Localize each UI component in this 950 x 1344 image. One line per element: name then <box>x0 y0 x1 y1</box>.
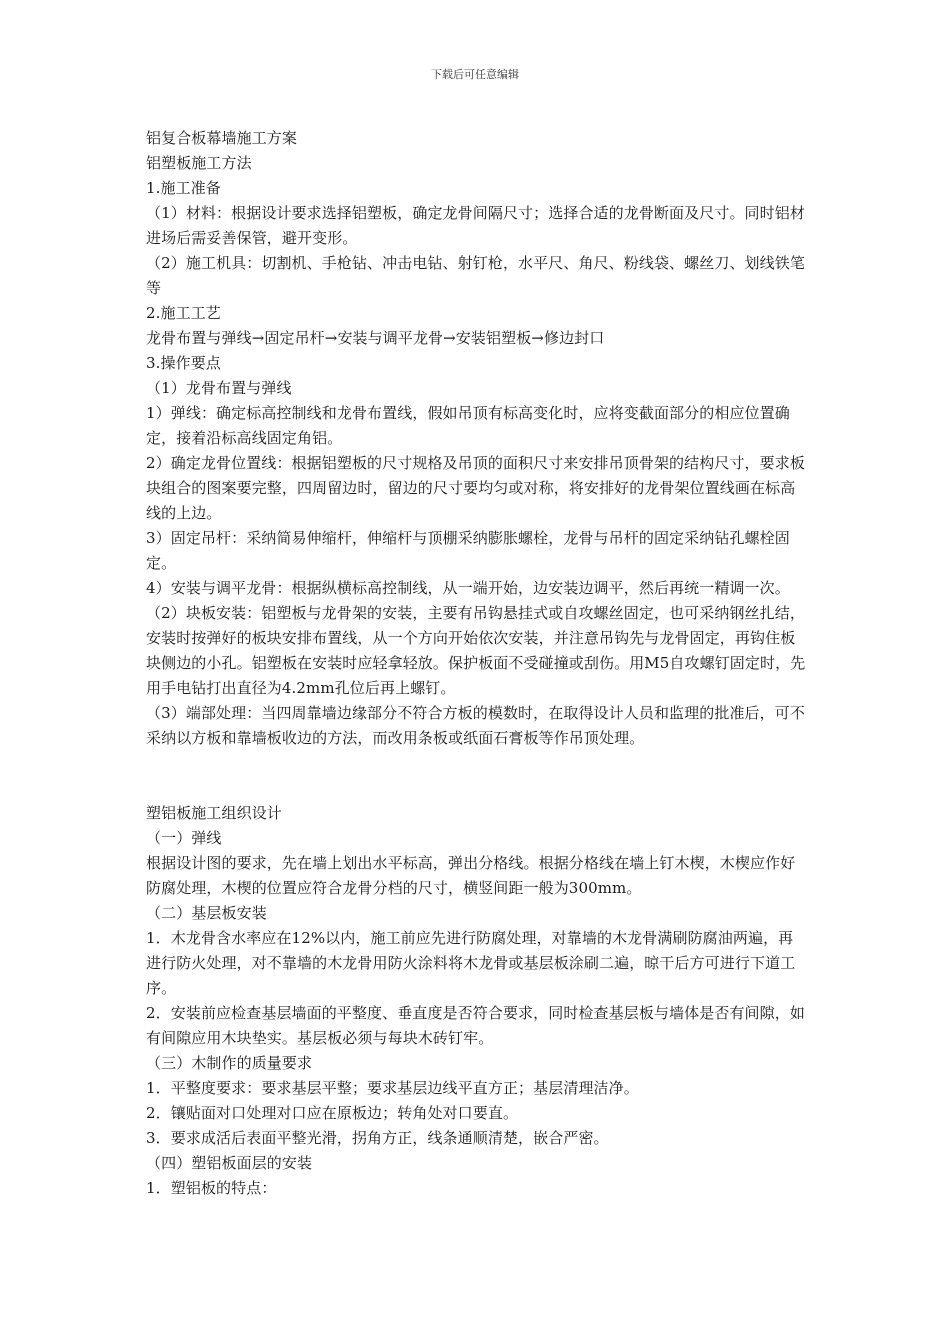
paragraph: 1．塑铝板的特点： <box>146 1179 277 1197</box>
document-body <box>146 126 806 1201</box>
paragraph: （1）材料：根据设计要求选择铝塑板，确定龙骨间隔尺寸；选择合适的龙骨断面及尺寸。同时铝材进场后需妥善保管，避开变形。 <box>146 204 805 247</box>
page-header: 下载后可任意编辑 <box>431 68 519 81</box>
paragraph: 1．平整度要求：要求基层平整；要求基层边线平直方正；基层清理洁净。 <box>146 1079 639 1097</box>
paragraph: 3）固定吊杆：采纳简易伸缩杆，伸缩杆与顶棚采纳膨胀螺栓，龙骨与吊杆的固定采纳钻孔螺栓固定。 <box>146 529 790 572</box>
paragraph: 4）安装与调平龙骨：根据纵横标高控制线，从一端开始，边安装边调平，然后再统一精调一次。 <box>146 579 790 597</box>
paragraph: 2．安装前应检查基层墙面的平整度、垂直度是否符合要求，同时检查基层板与墙体是否有间隙，如有间隙应用木块垫实。基层板必须与每块木砖钉牢。 <box>146 1004 805 1047</box>
paragraph: 1）弹线：确定标高控制线和龙骨布置线，假如吊顶有标高变化时，应将变截面部分的相应位置确定，接着沿标高线固定角铝。 <box>146 404 790 447</box>
heading-process: 2.施工工艺 <box>146 304 221 322</box>
paragraph: （2）块板安装：铝塑板与龙骨架的安装，主要有吊钩悬挂式或自攻螺丝固定，也可采纳钢丝扎结，安装时按弹好的板块安排布置线，从一个方向开始依次安装，并注意吊钩先与龙骨固定，再钩住板块侧边的小孔。铝塑板在安装时应轻拿轻放。保护板面不受碰撞或刮伤。用M5自攻螺钉固定时，先用手电钻打出直径为4.2mm孔位后再上螺钉。 <box>146 604 806 697</box>
heading-key-points: 3.操作要点 <box>146 354 221 372</box>
paragraph: （四）塑铝板面层的安装 <box>146 1154 313 1172</box>
section-title: 塑铝板施工组织设计 <box>146 804 282 822</box>
paragraph: 根据设计图的要求，先在墙上划出水平标高，弹出分格线。根据分格线在墙上钉木楔，木楔应作好防腐处理，木楔的位置应符合龙骨分档的尺寸，横竖间距一般为300mm。 <box>146 854 796 897</box>
paragraph: 2）确定龙骨位置线：根据铝塑板的尺寸规格及吊顶的面积尺寸来安排吊顶骨架的结构尺寸，要求板块组合的图案要完整，四周留边时，留边的尺寸要均匀或对称，将安排好的龙骨架位置线画在标高线的上边。 <box>146 454 805 522</box>
section-title: 铝塑板施工方法 <box>146 154 252 172</box>
paragraph: （3）端部处理：当四周靠墙边缘部分不符合方板的模数时，在取得设计人员和监理的批准后，可不采纳以方板和靠墙板收边的方法，而改用条板或纸面石膏板等作吊顶处理。 <box>146 704 805 747</box>
paragraph: 1．木龙骨含水率应在12%以内，施工前应先进行防腐处理，对靠墙的木龙骨满刷防腐油两遍，再进行防火处理，对不靠墙的木龙骨用防火涂料将木龙骨或基层板涂刷二遍，晾干后方可进行下道工序。 <box>146 929 796 997</box>
doc-title: 铝复合板幕墙施工方案 <box>146 129 298 147</box>
paragraph: （一）弹线 <box>146 829 222 847</box>
paragraph: （二）基层板安装 <box>146 904 267 922</box>
paragraph: 3．要求成活后表面平整光滑，拐角方正，线条通顺清楚，嵌合严密。 <box>146 1129 609 1147</box>
paragraph: （1）龙骨布置与弹线 <box>146 379 292 397</box>
paragraph: （2）施工机具：切割机、手枪钻、冲击电钻、射钉枪，水平尺、角尺、粉线袋、螺丝刀、划线铁笔等 <box>146 254 805 297</box>
heading-preparation: 1.施工准备 <box>146 179 221 197</box>
spacer <box>146 751 806 801</box>
paragraph: 龙骨布置与弹线→固定吊杆→安装与调平龙骨→安装铝塑板→修边封口 <box>146 329 605 347</box>
paragraph: 2．镶贴面对口处理对口应在原板边；转角处对口要直。 <box>146 1104 519 1122</box>
paragraph: （三）木制作的质量要求 <box>146 1054 313 1072</box>
